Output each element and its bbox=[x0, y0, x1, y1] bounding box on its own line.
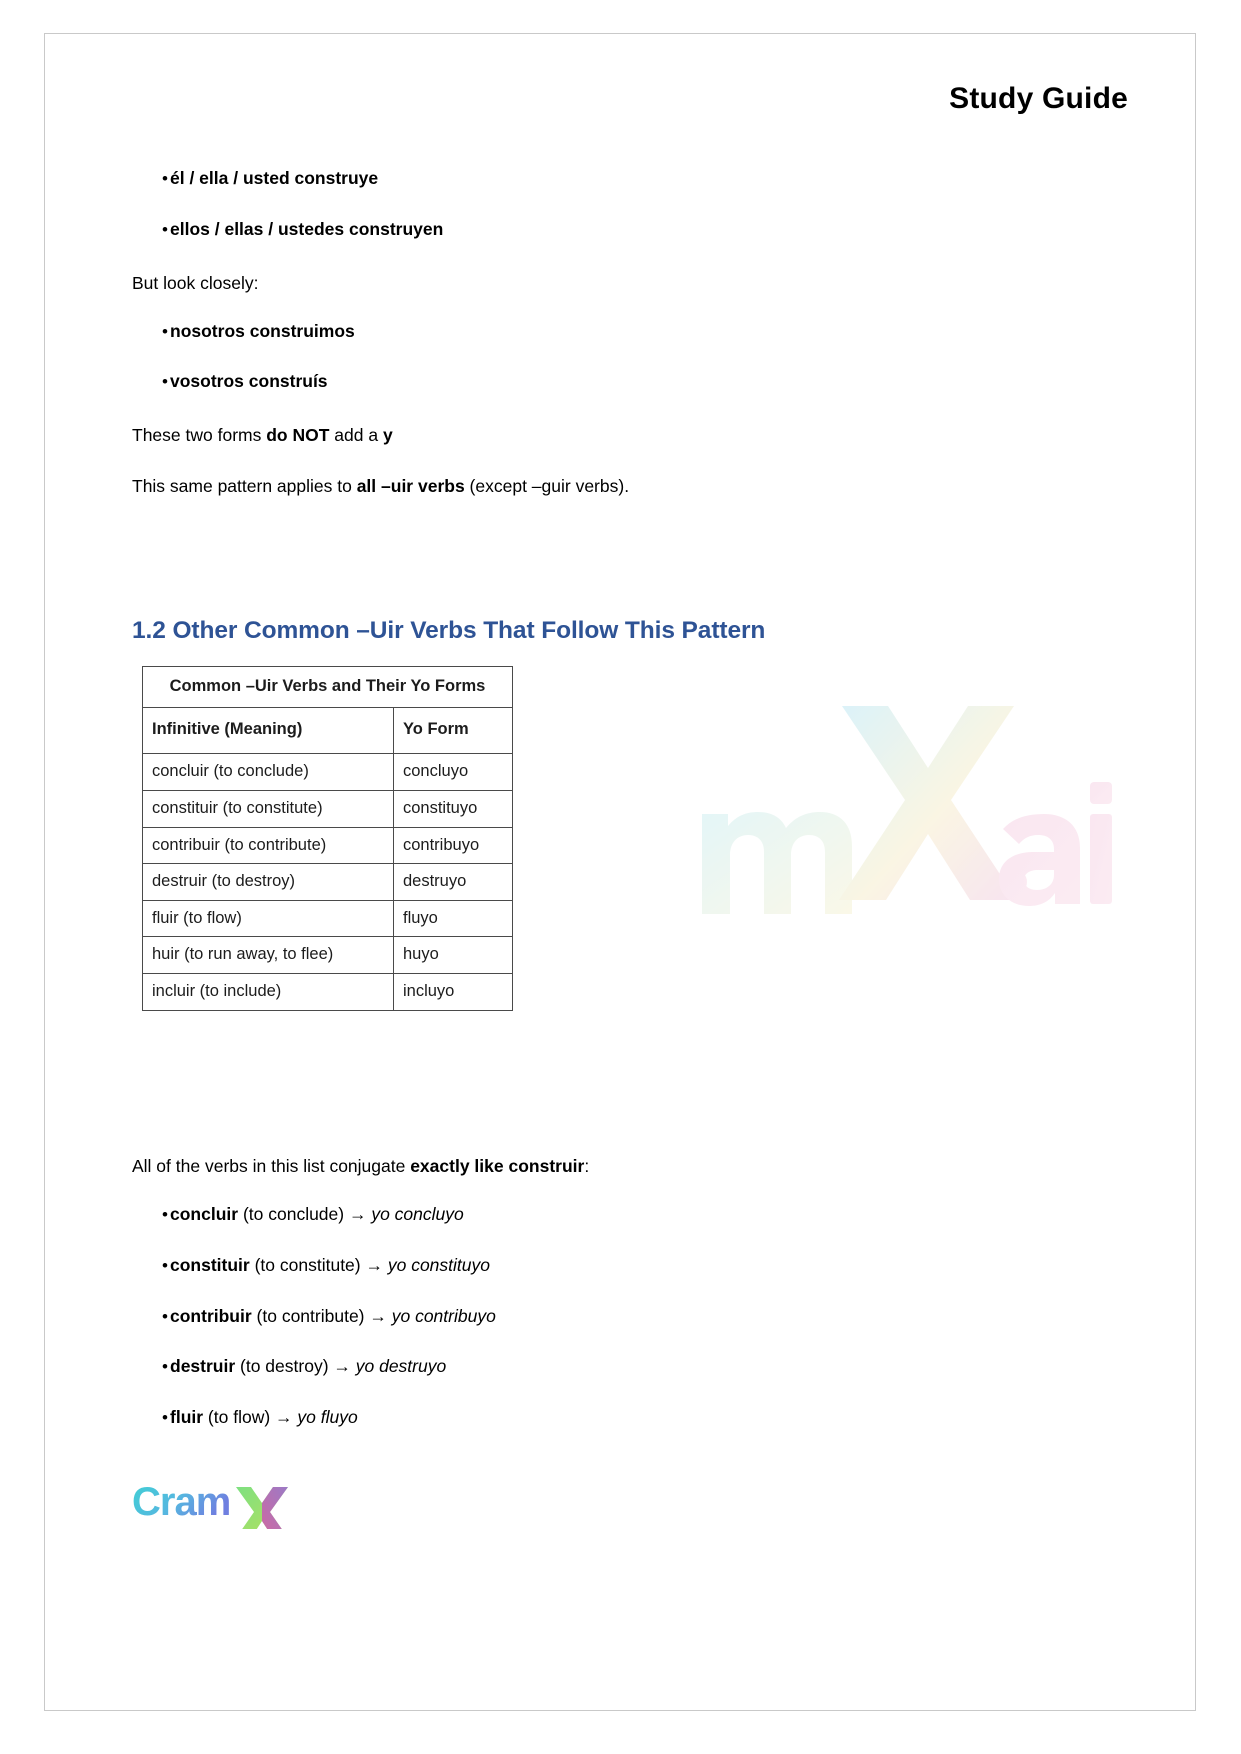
column-header-yo-form: Yo Form bbox=[394, 707, 513, 754]
cell-infinitive: constituir (to constitute) bbox=[143, 790, 394, 827]
verb-table-container bbox=[142, 666, 513, 1011]
verb-meaning: (to constitute) → bbox=[249, 1255, 388, 1275]
document-content bbox=[132, 34, 1112, 1710]
table-row bbox=[143, 790, 513, 827]
section-heading: 1.2 Other Common –Uir Verbs That Follow This Pattern bbox=[132, 617, 766, 644]
list-item bbox=[132, 1356, 446, 1377]
verb-meaning: (to flow) → bbox=[203, 1407, 298, 1427]
cell-yo-form: incluyo bbox=[394, 974, 513, 1011]
cell-infinitive: incluir (to include) bbox=[143, 974, 394, 1011]
cell-infinitive: huir (to run away, to flee) bbox=[143, 937, 394, 974]
list-item-label: ellos / ellas / ustedes construyen bbox=[170, 219, 444, 239]
paragraph-pattern bbox=[132, 474, 629, 499]
cramx-logo bbox=[132, 1477, 322, 1529]
verb-name: constituir bbox=[170, 1255, 250, 1275]
bullet-icon: • bbox=[162, 1205, 168, 1224]
verb-yo-form: yo contribuyo bbox=[391, 1306, 496, 1326]
verb-meaning: (to contribute) → bbox=[251, 1306, 392, 1326]
intro-pre: All of the verbs in this list conjugate bbox=[132, 1156, 411, 1176]
bullet-icon: • bbox=[162, 372, 168, 391]
verb-name: contribuir bbox=[170, 1306, 252, 1326]
table-row bbox=[143, 864, 513, 901]
list-item bbox=[132, 321, 355, 342]
paragraph-no-y-mid: add a bbox=[329, 425, 383, 445]
table-row bbox=[143, 974, 513, 1011]
verb-name: destruir bbox=[170, 1356, 236, 1376]
cell-yo-form: fluyo bbox=[394, 900, 513, 937]
table-caption: Common –Uir Verbs and Their Yo Forms bbox=[143, 667, 513, 708]
paragraph-pattern-post: (except –guir verbs). bbox=[464, 476, 630, 496]
list-item-label bbox=[170, 1356, 446, 1377]
intro-post: : bbox=[584, 1156, 590, 1176]
paragraph-no-y-bold1: do NOT bbox=[266, 425, 330, 445]
verb-meaning: (to destroy) → bbox=[235, 1356, 356, 1376]
table-row bbox=[143, 827, 513, 864]
list-item bbox=[132, 219, 443, 240]
cell-yo-form: constituyo bbox=[394, 790, 513, 827]
verb-name: concluir bbox=[170, 1204, 239, 1224]
cell-yo-form: destruyo bbox=[394, 864, 513, 901]
cell-infinitive: concluir (to conclude) bbox=[143, 754, 394, 791]
verb-table-body bbox=[143, 667, 513, 1011]
bullet-icon: • bbox=[162, 1408, 168, 1427]
svg-text:Cram: Cram bbox=[132, 1480, 231, 1524]
verb-table bbox=[142, 666, 513, 1011]
list-item-label bbox=[170, 1255, 490, 1276]
bullet-icon: • bbox=[162, 322, 168, 341]
paragraph-pattern-bold: all –uir verbs bbox=[356, 476, 465, 496]
paragraph-no-y-pre: These two forms bbox=[132, 425, 267, 445]
table-caption-row bbox=[143, 667, 513, 708]
verb-yo-form: yo fluyo bbox=[297, 1407, 358, 1427]
intro-bold: exactly like construir bbox=[410, 1156, 585, 1176]
page-title: Study Guide bbox=[949, 82, 1128, 115]
list-item-label: nosotros construimos bbox=[170, 321, 355, 341]
list-item bbox=[132, 1407, 358, 1428]
list-item bbox=[132, 168, 378, 189]
bullet-icon: • bbox=[162, 220, 168, 239]
document-page bbox=[44, 33, 1196, 1711]
list-item-label bbox=[170, 1407, 358, 1428]
cell-infinitive: destruir (to destroy) bbox=[143, 864, 394, 901]
bullet-icon: • bbox=[162, 1256, 168, 1275]
list-item-label: él / ella / usted construye bbox=[170, 168, 379, 188]
table-row bbox=[143, 754, 513, 791]
cell-yo-form: huyo bbox=[394, 937, 513, 974]
paragraph-conjugate-intro bbox=[132, 1154, 589, 1179]
paragraph-no-y bbox=[132, 423, 393, 448]
list-item bbox=[132, 1204, 464, 1225]
paragraph-pattern-pre: This same pattern applies to bbox=[132, 476, 357, 496]
paragraph-no-y-bold2: y bbox=[382, 425, 393, 445]
list-item bbox=[132, 1306, 496, 1327]
table-row bbox=[143, 900, 513, 937]
bullet-icon: • bbox=[162, 1357, 168, 1376]
table-header-row bbox=[143, 707, 513, 754]
list-item bbox=[132, 1255, 490, 1276]
table-row bbox=[143, 937, 513, 974]
bullet-icon: • bbox=[162, 169, 168, 188]
cramx-logo-icon bbox=[132, 1477, 322, 1529]
watermark-mx-ai bbox=[692, 684, 1112, 934]
paragraph-but-look: But look closely: bbox=[132, 273, 259, 293]
verb-yo-form: yo concluyo bbox=[371, 1204, 464, 1224]
verb-yo-form: yo constituyo bbox=[387, 1255, 490, 1275]
cell-infinitive: fluir (to flow) bbox=[143, 900, 394, 937]
verb-yo-form: yo destruyo bbox=[355, 1356, 447, 1376]
verb-meaning: (to conclude) → bbox=[238, 1204, 372, 1224]
verb-name: fluir bbox=[170, 1407, 204, 1427]
cell-yo-form: contribuyo bbox=[394, 827, 513, 864]
list-item-label bbox=[170, 1204, 464, 1225]
cell-yo-form: concluyo bbox=[394, 754, 513, 791]
list-item-label: vosotros construís bbox=[170, 371, 328, 391]
list-item-label bbox=[170, 1306, 496, 1327]
column-header-infinitive: Infinitive (Meaning) bbox=[143, 707, 394, 754]
list-item bbox=[132, 371, 328, 392]
bullet-icon: • bbox=[162, 1307, 168, 1326]
cell-infinitive: contribuir (to contribute) bbox=[143, 827, 394, 864]
